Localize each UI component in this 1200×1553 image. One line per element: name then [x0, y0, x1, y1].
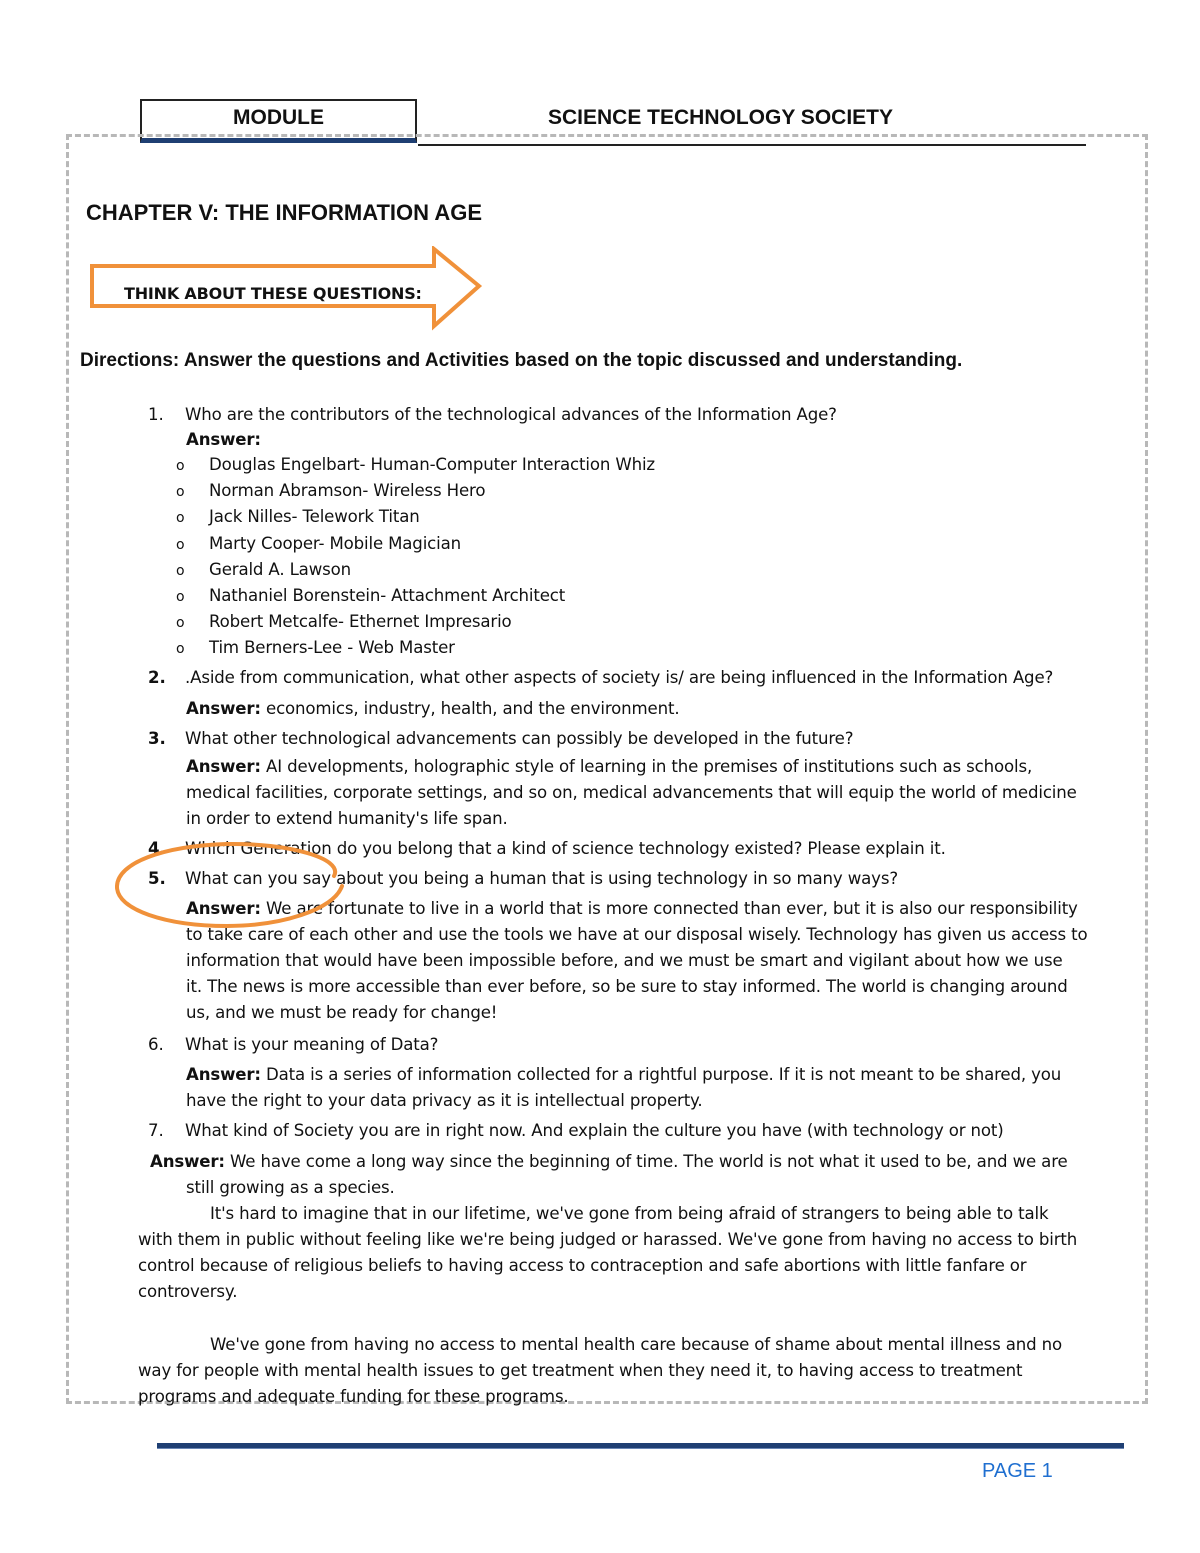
q6-text: What is your meaning of Data?: [185, 1035, 439, 1054]
q7-paragraph2-line: programs and adequate funding for these programs.: [138, 1387, 569, 1406]
q3-text: What other technological advancements can possibly be developed in the future?: [185, 729, 854, 748]
q7-answer-line: still growing as a species.: [186, 1178, 395, 1197]
q2-text: .Aside from communication, what other aspects of society is/ are being influenced in the Information Age?: [185, 668, 1054, 687]
bullet-marker: o: [176, 615, 185, 631]
list-item: Jack Nilles- Telework Titan: [209, 507, 420, 526]
bullet-marker: o: [176, 537, 185, 553]
bullet-marker: o: [176, 563, 185, 579]
q7-paragraph2-line: We've gone from having no access to mental health care because of shame about mental illness and no: [210, 1335, 1063, 1354]
answer-label: Answer:: [186, 899, 261, 918]
answer-label: Answer:: [186, 1065, 261, 1084]
think-label: THINK ABOUT THESE QUESTIONS:: [124, 284, 422, 303]
answer-label: Answer:: [186, 699, 261, 718]
q1-number: 1.: [148, 405, 164, 424]
list-item: Marty Cooper- Mobile Magician: [209, 534, 461, 553]
q5-answer-line: us, and we must be ready for change!: [186, 1003, 498, 1022]
footer-rule: [157, 1443, 1124, 1449]
q6-number: 6.: [148, 1035, 164, 1054]
q3-answer-line: in order to extend humanity's life span.: [186, 809, 508, 828]
q7-text: What kind of Society you are in right now. And explain the culture you have (with technology or not): [185, 1121, 1004, 1140]
q7-paragraph1-line: controversy.: [138, 1282, 238, 1301]
bullet-marker: o: [176, 589, 185, 605]
circle-annotation: [112, 838, 352, 938]
q7-paragraph2-line: way for people with mental health issues to get treatment when they need it, to having access to treatment: [138, 1361, 1023, 1380]
q1-answer-label: Answer:: [186, 430, 261, 449]
q6-answer-line: [186, 1065, 1061, 1085]
q4-text: Which Generation do you belong that a kind of science technology existed? Please explain it.: [185, 839, 946, 858]
bullet-marker: o: [176, 510, 185, 526]
q5-number: 5.: [148, 869, 166, 888]
answer-label: Answer:: [150, 1152, 225, 1171]
q6-answer-line: have the right to your data privacy as it is intellectual property.: [186, 1091, 703, 1110]
list-item: Douglas Engelbart- Human-Computer Interaction Whiz: [209, 455, 655, 474]
list-item: Nathaniel Borenstein- Attachment Architect: [209, 586, 566, 605]
q7-answer-line: [150, 1152, 1068, 1172]
list-item: Tim Berners-Lee - Web Master: [209, 638, 455, 657]
q5-answer-line: it. The news is more accessible than ever before, so be sure to stay informed. The world is changing around: [186, 977, 1068, 996]
header-title: SCIENCE TECHNOLOGY SOCIETY: [548, 106, 893, 129]
directions: Directions: Answer the questions and Activities based on the topic discussed and understanding.: [80, 350, 963, 371]
q5-text: What can you say about you being a human that is using technology in so many ways?: [185, 869, 898, 888]
page-number: PAGE 1: [982, 1460, 1053, 1482]
answer-label: Answer:: [186, 757, 261, 776]
answer-text: We have come a long way since the beginning of time. The world is not what it used to be, and we are: [230, 1152, 1068, 1171]
answer-text: We are fortunate to live in a world that is more connected than ever, but it is also our responsibility: [266, 899, 1078, 918]
q7-number: 7.: [148, 1121, 164, 1140]
answer-text: Data is a series of information collected for a rightful purpose. If it is not meant to be shared, you: [266, 1065, 1062, 1084]
q7-paragraph1-line: It's hard to imagine that in our lifetime, we've gone from being afraid of strangers to being able to talk: [210, 1204, 1049, 1223]
q5-answer-line: to take care of each other and use the tools we have at our disposal wisely. Technology has given us access to: [186, 925, 1088, 944]
q7-paragraph1-line: control because of religious beliefs to having access to contraception and safe abortions with little fanfare or: [138, 1256, 1027, 1275]
q2-answer: [186, 699, 679, 719]
bullet-marker: o: [176, 484, 185, 500]
q7-paragraph1-line: with them in public without feeling like we're being judged or harassed. We've gone from having no access to birth: [138, 1230, 1078, 1249]
q3-answer-line: medical facilities, corporate settings, and so on, medical advancements that will equip the world of medicine: [186, 783, 1077, 802]
list-item: Gerald A. Lawson: [209, 560, 351, 579]
q1-text: Who are the contributors of the technological advances of the Information Age?: [185, 405, 837, 424]
module-label: MODULE: [233, 106, 324, 129]
answer-text: economics, industry, health, and the environment.: [266, 699, 680, 718]
q5-answer-line: information that would have been impossible before, and we must be smart and vigilant about how we use: [186, 951, 1063, 970]
answer-text: AI developments, holographic style of learning in the premises of institutions such as schools,: [266, 757, 1033, 776]
chapter-title: CHAPTER V: THE INFORMATION AGE: [86, 200, 482, 225]
q3-answer-line: [186, 757, 1032, 777]
q3-number: 3.: [148, 729, 166, 748]
bullet-marker: o: [176, 458, 185, 474]
q2-number: 2.: [148, 668, 166, 687]
q4-number: 4.: [148, 839, 166, 858]
bullet-marker: o: [176, 641, 185, 657]
list-item: Robert Metcalfe- Ethernet Impresario: [209, 612, 512, 631]
list-item: Norman Abramson- Wireless Hero: [209, 481, 486, 500]
